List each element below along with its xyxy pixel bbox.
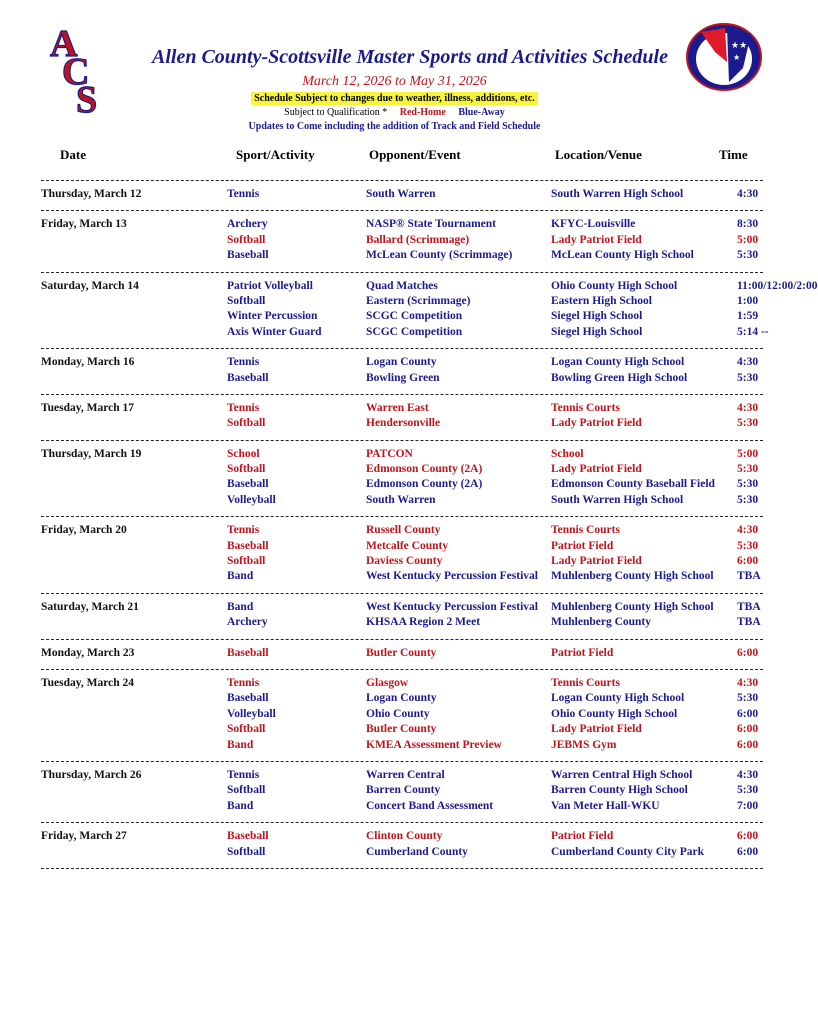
- opponent-cell: Ohio County: [366, 707, 430, 720]
- sport-cell: Tennis: [227, 676, 260, 689]
- sport-cell: Archery: [227, 616, 268, 629]
- sport-cell: Baseball: [227, 478, 269, 491]
- column-header-sport: Sport/Activity: [236, 147, 315, 162]
- sport-cell: Band: [227, 570, 254, 583]
- location-cell: Tennis Courts: [551, 524, 620, 537]
- table-row: [41, 372, 763, 387]
- table-row: [41, 356, 763, 371]
- location-cell: Edmonson County Baseball Field: [551, 478, 715, 491]
- location-cell: Patriot Field: [551, 646, 614, 659]
- time-cell: 1:00: [737, 294, 759, 307]
- date-cell: Tuesday, March 17: [41, 401, 134, 414]
- sport-cell: Band: [227, 799, 254, 812]
- date-group: [41, 593, 763, 639]
- date-range: March 12, 2026 to May 31, 2026: [302, 74, 487, 89]
- date-cell: Friday, March 13: [41, 218, 127, 231]
- sport-cell: Softball: [227, 417, 266, 430]
- sport-cell: Softball: [227, 723, 266, 736]
- time-cell: 6:00: [737, 707, 759, 720]
- table-row: [41, 647, 763, 662]
- time-cell: TBA: [737, 570, 761, 583]
- column-header-location: Location/Venue: [555, 147, 642, 162]
- table-row: [41, 463, 763, 478]
- svg-text:★: ★: [733, 53, 741, 62]
- date-group: [41, 669, 763, 761]
- table-row: [41, 601, 763, 616]
- opponent-cell: South Warren: [366, 493, 436, 506]
- sport-cell: Axis Winter Guard: [227, 325, 322, 338]
- date-group: [41, 440, 763, 517]
- table-row: [41, 295, 763, 310]
- table-row: [41, 692, 763, 707]
- opponent-cell: Metcalfe County: [366, 539, 449, 552]
- time-cell: 6:00: [737, 723, 759, 736]
- time-cell: 4:30: [737, 401, 759, 414]
- table-row: [41, 616, 763, 631]
- location-cell: KFYC-Louisville: [551, 218, 636, 231]
- location-cell: Lady Patriot Field: [551, 723, 642, 736]
- time-cell: 5:30: [737, 371, 759, 384]
- time-cell: 4:30: [737, 356, 759, 369]
- location-cell: Ohio County High School: [551, 279, 678, 292]
- opponent-cell: KMEA Assessment Preview: [366, 738, 502, 751]
- location-cell: School: [551, 447, 584, 460]
- opponent-cell: NASP® State Tournament: [366, 218, 496, 231]
- date-cell: Friday, March 20: [41, 524, 127, 537]
- schedule-table: [41, 180, 818, 869]
- table-row: [41, 708, 763, 723]
- date-cell: Tuesday, March 24: [41, 676, 134, 689]
- location-cell: Muhlenberg County: [551, 616, 651, 629]
- location-cell: JEBMS Gym: [551, 738, 617, 751]
- location-cell: Barren County High School: [551, 784, 688, 797]
- opponent-cell: Logan County: [366, 692, 437, 705]
- location-cell: Lady Patriot Field: [551, 555, 642, 568]
- opponent-cell: McLean County (Scrimmage): [366, 249, 513, 262]
- date-group: [41, 516, 763, 593]
- time-cell: 1:59: [737, 310, 759, 323]
- opponent-cell: Butler County: [366, 646, 437, 659]
- opponent-cell: Daviess County: [366, 555, 443, 568]
- table-row: [41, 555, 763, 570]
- updates-note: Updates to Come including the addition of Track and Field Schedule: [248, 121, 541, 132]
- sport-cell: Band: [227, 738, 254, 751]
- location-cell: South Warren High School: [551, 493, 684, 506]
- opponent-cell: West Kentucky Percussion Festival: [366, 570, 538, 583]
- opponent-cell: SCGC Competition: [366, 310, 463, 323]
- opponent-cell: Glasgow: [366, 676, 409, 689]
- time-cell: 5:30: [737, 478, 759, 491]
- sport-cell: Patriot Volleyball: [227, 279, 313, 292]
- location-cell: Lady Patriot Field: [551, 463, 642, 476]
- sport-cell: Baseball: [227, 249, 269, 262]
- page-title: Allen County-Scottsville Master Sports and Activities Schedule: [152, 46, 668, 68]
- svg-text:S: S: [76, 79, 98, 121]
- sport-cell: Tennis: [227, 401, 260, 414]
- notice-text: Schedule Subject to changes due to weather, illness, additions, etc.: [251, 92, 537, 105]
- sport-cell: Softball: [227, 463, 266, 476]
- location-cell: Muhlenberg County High School: [551, 570, 714, 583]
- time-cell: 8:30: [737, 218, 759, 231]
- location-cell: Siegel High School: [551, 325, 643, 338]
- sport-cell: Tennis: [227, 524, 260, 537]
- sport-cell: School: [227, 447, 260, 460]
- sport-cell: Baseball: [227, 646, 269, 659]
- opponent-cell: Cumberland County: [366, 845, 468, 858]
- time-cell: 4:30: [737, 524, 759, 537]
- location-cell: Tennis Courts: [551, 401, 620, 414]
- time-cell: 4:30: [737, 188, 759, 200]
- table-row: [41, 739, 763, 754]
- location-cell: Patriot Field: [551, 830, 614, 843]
- legend-line: [0, 107, 789, 118]
- table-row: [41, 570, 763, 585]
- time-cell: TBA: [737, 616, 761, 629]
- opponent-cell: Hendersonville: [366, 417, 441, 430]
- opponent-cell: Eastern (Scrimmage): [366, 294, 471, 307]
- time-cell: 5:30: [737, 539, 759, 552]
- date-group: [41, 394, 763, 440]
- time-cell: 5:30: [737, 784, 759, 797]
- location-cell: Lady Patriot Field: [551, 417, 642, 430]
- time-cell: 6:00: [737, 830, 759, 843]
- opponent-cell: SCGC Competition: [366, 325, 463, 338]
- time-cell: 11:00/12:00/2:00: [737, 279, 818, 292]
- opponent-cell: Warren Central: [366, 768, 445, 781]
- sport-cell: Baseball: [227, 692, 269, 705]
- table-row: [41, 540, 763, 555]
- time-cell: 5:30: [737, 692, 759, 705]
- opponent-cell: Edmonson County (2A): [366, 478, 483, 491]
- table-row: [41, 494, 763, 509]
- svg-text:C: C: [62, 51, 90, 93]
- svg-text:★★: ★★: [731, 40, 748, 50]
- date-group: [41, 639, 763, 669]
- date-group: [41, 348, 763, 394]
- time-cell: 7:00: [737, 799, 759, 812]
- sport-cell: Tennis: [227, 356, 260, 369]
- date-cell: Monday, March 16: [41, 356, 135, 369]
- time-cell: 4:30: [737, 768, 759, 781]
- sport-cell: Softball: [227, 784, 266, 797]
- sport-cell: Softball: [227, 845, 266, 858]
- location-cell: Eastern High School: [551, 294, 652, 307]
- opponent-cell: Butler County: [366, 723, 437, 736]
- table-row: [41, 325, 769, 341]
- time-cell: 5:30: [737, 249, 759, 262]
- date-cell: Thursday, March 12: [41, 188, 142, 200]
- location-cell: Logan County High School: [551, 692, 685, 705]
- location-cell: Patriot Field: [551, 539, 614, 552]
- opponent-cell: Russell County: [366, 524, 441, 537]
- opponent-cell: Ballard (Scrimmage): [366, 233, 470, 246]
- location-cell: Tennis Courts: [551, 676, 620, 689]
- location-cell: McLean County High School: [551, 249, 694, 262]
- table-row: [41, 249, 763, 264]
- sport-cell: Tennis: [227, 188, 260, 200]
- table-row: [41, 188, 763, 203]
- sport-cell: Baseball: [227, 371, 269, 384]
- opponent-cell: Logan County: [366, 356, 437, 369]
- date-cell: Thursday, March 19: [41, 447, 142, 460]
- table-row: [41, 218, 763, 233]
- table-row: [41, 830, 763, 845]
- legend-home: Red-Home: [399, 107, 446, 118]
- location-cell: Muhlenberg County High School: [551, 600, 714, 613]
- opponent-cell: Quad Matches: [366, 279, 438, 292]
- opponent-cell: South Warren: [366, 188, 436, 200]
- table-row: [41, 417, 763, 432]
- time-cell: 5:30: [737, 493, 759, 506]
- sport-cell: Band: [227, 600, 254, 613]
- opponent-cell: Warren East: [366, 401, 429, 414]
- opponent-cell: PATCON: [366, 447, 413, 460]
- table-row: [41, 846, 763, 861]
- sport-cell: Volleyball: [227, 493, 276, 506]
- qualification-note: Subject to Qualification *: [284, 107, 388, 118]
- time-cell: 6:00: [737, 845, 759, 858]
- time-cell: 6:00: [737, 646, 759, 659]
- schedule-notice: [0, 93, 789, 104]
- date-cell: Friday, March 27: [41, 830, 127, 843]
- opponent-cell: West Kentucky Percussion Festival: [366, 600, 538, 613]
- sport-cell: Softball: [227, 555, 266, 568]
- location-cell: Lady Patriot Field: [551, 233, 642, 246]
- time-cell: 5:00: [737, 447, 759, 460]
- sport-cell: Baseball: [227, 539, 269, 552]
- table-row: [41, 723, 763, 738]
- sport-cell: Softball: [227, 294, 266, 307]
- table-row: [41, 524, 763, 539]
- column-header-date: Date: [60, 147, 86, 162]
- date-group: [41, 210, 763, 271]
- date-cell: Saturday, March 14: [41, 279, 139, 292]
- date-cell: Thursday, March 26: [41, 768, 142, 781]
- location-cell: Warren Central High School: [551, 768, 693, 781]
- table-row: [41, 769, 763, 784]
- date-group: [41, 272, 818, 349]
- table-row: [41, 234, 763, 249]
- legend-away: Blue-Away: [458, 107, 505, 118]
- time-cell: 5:30: [737, 417, 759, 430]
- opponent-cell: Bowling Green: [366, 371, 440, 384]
- opponent-cell: Edmonson County (2A): [366, 463, 483, 476]
- opponent-cell: Clinton County: [366, 830, 443, 843]
- opponent-cell: Concert Band Assessment: [366, 799, 494, 812]
- time-cell: TBA: [737, 600, 761, 613]
- location-cell: Cumberland County City Park: [551, 845, 705, 858]
- sport-cell: Baseball: [227, 830, 269, 843]
- location-cell: Bowling Green High School: [551, 371, 688, 384]
- location-cell: Ohio County High School: [551, 707, 678, 720]
- column-header-time: Time: [719, 147, 748, 162]
- sport-cell: Tennis: [227, 768, 260, 781]
- table-row: [41, 310, 763, 325]
- date-cell: Monday, March 23: [41, 646, 135, 659]
- opponent-cell: Barren County: [366, 784, 441, 797]
- time-cell: 6:00: [737, 555, 759, 568]
- location-cell: South Warren High School: [551, 188, 684, 200]
- time-cell: 6:00: [737, 738, 759, 751]
- time-cell: 5:14 --: [737, 325, 769, 338]
- column-header-opponent: Opponent/Event: [369, 147, 461, 162]
- date-cell: Saturday, March 21: [41, 600, 139, 613]
- sport-cell: Winter Percussion: [227, 310, 318, 323]
- time-cell: 5:00: [737, 233, 759, 246]
- table-row: [41, 402, 763, 417]
- table-row: [41, 784, 763, 799]
- sport-cell: Volleyball: [227, 707, 276, 720]
- table-row: [41, 279, 818, 295]
- time-cell: 5:30: [737, 463, 759, 476]
- table-row: [41, 800, 763, 815]
- location-cell: Siegel High School: [551, 310, 643, 323]
- date-group: [41, 822, 763, 869]
- location-cell: Logan County High School: [551, 356, 685, 369]
- time-cell: 4:30: [737, 676, 759, 689]
- date-group: [41, 761, 763, 822]
- svg-text:A: A: [50, 23, 78, 65]
- date-group: [41, 180, 763, 210]
- sport-cell: Softball: [227, 233, 266, 246]
- table-row: [41, 677, 763, 692]
- opponent-cell: KHSAA Region 2 Meet: [366, 616, 481, 629]
- location-cell: Van Meter Hall-WKU: [551, 799, 660, 812]
- table-row: [41, 478, 763, 493]
- sport-cell: Archery: [227, 218, 268, 231]
- table-row: [41, 448, 763, 463]
